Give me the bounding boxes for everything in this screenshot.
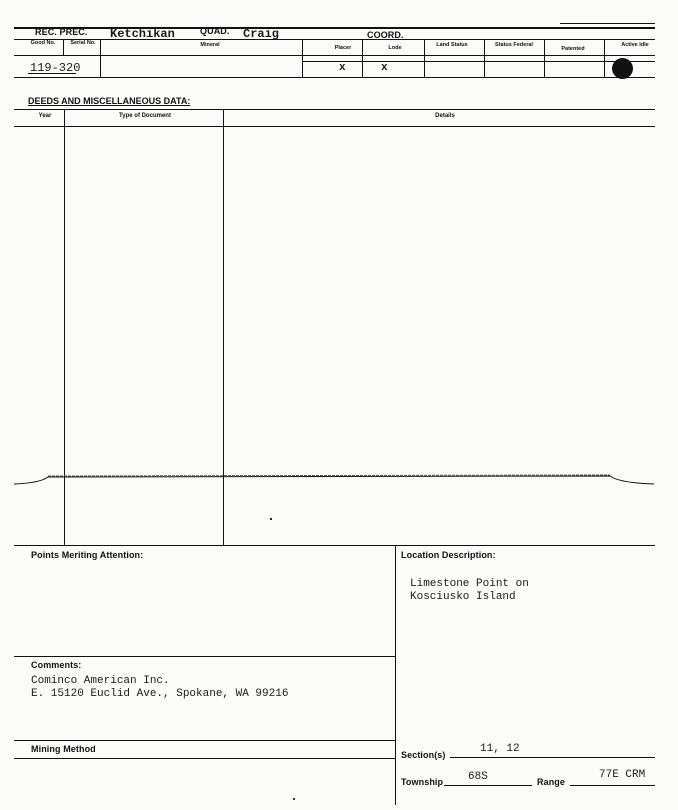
sections-value: 11, 12 <box>480 743 520 755</box>
active-status-dot <box>612 58 633 79</box>
speck-bottom <box>293 798 295 800</box>
claim-div-7 <box>544 39 545 77</box>
rec-prec-label: REC. PREC. <box>35 27 88 37</box>
good-no-value: 119-320 <box>30 61 81 75</box>
township-label: Township <box>401 777 444 787</box>
col-patented: Patented <box>561 46 585 52</box>
township-value: 68S <box>468 771 488 783</box>
location-line-1: Limestone Point on <box>410 578 529 590</box>
range-underline <box>570 785 655 786</box>
deeds-header-line <box>14 126 655 127</box>
quad-value: Craig <box>243 27 280 41</box>
location-line-2: Kosciusko Island <box>410 591 516 603</box>
claim-table-header-line <box>14 55 655 56</box>
claim-div-2 <box>100 39 101 77</box>
comments-line-2: E. 15120 Euclid Ave., Spokane, WA 99216 <box>31 688 289 700</box>
placer-mark: x <box>339 62 346 74</box>
col-mineral: Mineral <box>200 42 220 48</box>
township-underline <box>444 785 532 786</box>
col-active-idle: Active Idle <box>621 42 649 48</box>
claim-div-6 <box>484 39 485 77</box>
claim-div-5 <box>424 39 425 77</box>
range-value: 77E CRM <box>599 769 646 781</box>
deeds-col-year: Year <box>38 113 52 119</box>
col-good-no: Good No. <box>30 40 56 46</box>
comments-label: Comments: <box>31 660 82 670</box>
range-label: Range <box>537 777 566 787</box>
claim-div-8 <box>604 39 605 77</box>
rec-prec-value: Ketchikan <box>110 27 175 41</box>
speck <box>270 518 272 520</box>
mining-method-underline <box>14 758 395 759</box>
deeds-col-type: Type of Document <box>119 113 171 119</box>
top-border-cap <box>560 23 655 24</box>
lower-center-divider <box>395 545 396 805</box>
deeds-title: DEEDS AND MISCELLANEOUS DATA: <box>28 96 191 106</box>
col-placer: Placer <box>334 45 352 51</box>
location-description-label: Location Description: <box>401 550 496 560</box>
claim-div-3 <box>302 39 303 77</box>
points-meriting-attention-label: Points Meriting Attention: <box>31 550 144 560</box>
good-no-underline <box>28 73 76 74</box>
sections-underline <box>450 757 655 758</box>
comments-line-1: Cominco American Inc. <box>31 675 170 687</box>
comments-top-line <box>14 656 395 657</box>
quad-label: QUAD. <box>200 26 230 36</box>
col-lode: Lode <box>388 45 402 51</box>
deeds-col-details: Details <box>435 113 455 119</box>
sections-label: Section(s) <box>401 750 446 760</box>
mining-method-label: Mining Method <box>31 744 96 754</box>
claim-div-1 <box>63 39 64 55</box>
claim-table-bottom <box>14 77 655 78</box>
claim-div-4 <box>362 39 363 77</box>
header-underline <box>14 39 655 40</box>
deeds-top-line <box>14 109 655 110</box>
mining-method-top-line <box>14 740 395 741</box>
deeds-bottom-line <box>14 545 655 546</box>
coord-label: COORD. <box>367 30 404 40</box>
claim-table-row-line <box>302 61 655 62</box>
col-land-status: Land Status <box>436 42 468 48</box>
lode-mark: x <box>381 62 388 74</box>
page-splice-line <box>0 465 678 495</box>
col-serial-no: Serial No. <box>70 40 96 46</box>
col-status-federal: Status Federal <box>495 42 533 48</box>
